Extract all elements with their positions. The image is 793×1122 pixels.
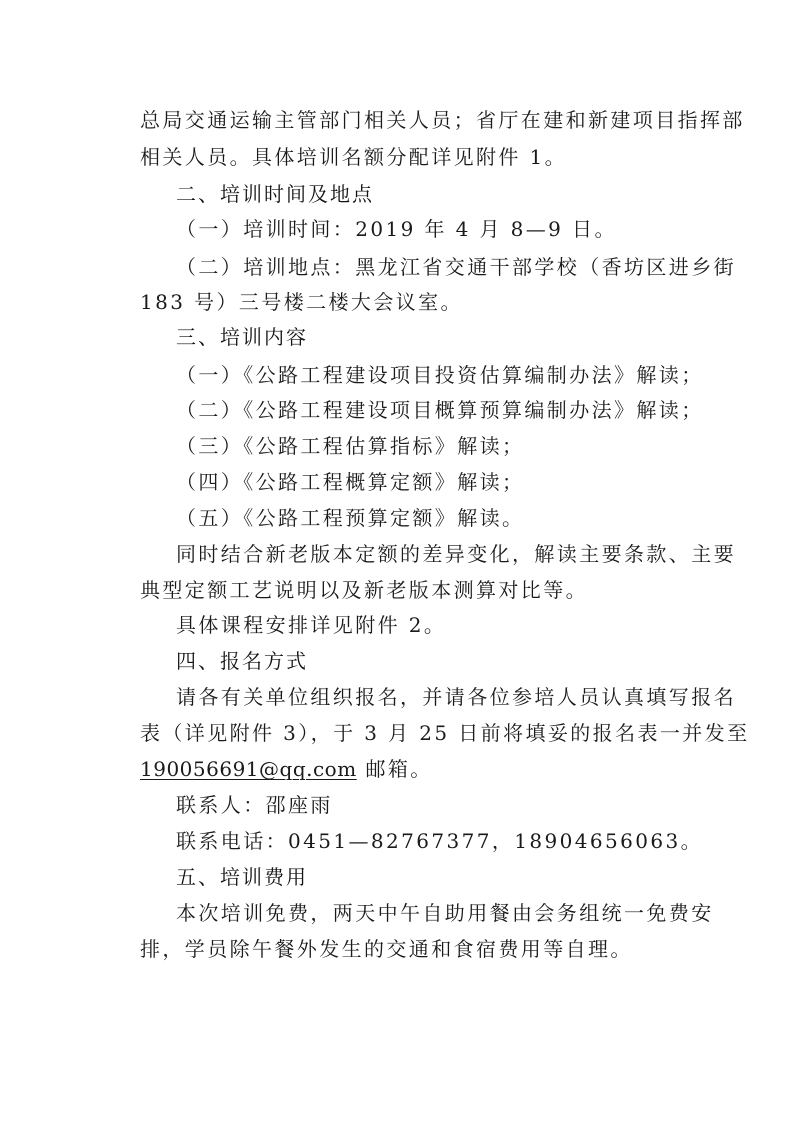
registration-line-2: 表（详见附件 3），于 3 月 25 日前将填妥的报名表一并发至 — [140, 721, 750, 745]
fees-line-1: 本次培训免费，两天中午自助用餐由会务组统一免费安 — [176, 901, 714, 925]
training-place-line-1: （二）培训地点：黑龙江省交通干部学校（香坊区进乡街 — [176, 255, 736, 279]
paragraph-staff-line-1: 总局交通运输主管部门相关人员；省厅在建和新建项目指挥部 — [140, 108, 745, 132]
training-place-line-2: 183 号）三号楼二楼大会议室。 — [140, 290, 463, 314]
content-item-2: （二）《公路工程建设项目概算预算编制办法》解读； — [176, 398, 704, 422]
content-item-4: （四）《公路工程概算定额》解读； — [176, 470, 525, 494]
content-combine-line-2: 典型定额工艺说明以及新老版本测算对比等。 — [140, 578, 588, 602]
section-heading-time-place: 二、培训时间及地点 — [176, 182, 374, 206]
registration-line-1: 请各有关单位组织报名，并请各位参培人员认真填写报名 — [176, 685, 736, 709]
contact-person: 联系人：邵座雨 — [176, 793, 333, 817]
section-heading-registration: 四、报名方式 — [176, 649, 308, 673]
content-combine-line-1: 同时结合新老版本定额的差异变化，解读主要条款、主要 — [176, 542, 736, 566]
content-item-3: （三）《公路工程估算指标》解读； — [176, 434, 525, 458]
content-item-5: （五）《公路工程预算定额》解读。 — [176, 506, 525, 530]
contact-phone: 联系电话：0451—82767377，18904656063。 — [176, 829, 704, 853]
section-heading-fees: 五、培训费用 — [176, 865, 308, 889]
fees-line-2: 排，学员除午餐外发生的交通和食宿费用等自理。 — [140, 937, 633, 961]
content-item-1: （一）《公路工程建设项目投资估算编制办法》解读； — [176, 363, 704, 387]
schedule-note: 具体课程安排详见附件 2。 — [176, 613, 447, 637]
paragraph-staff-line-2: 相关人员。具体培训名额分配详见附件 1。 — [140, 145, 568, 169]
registration-email-link[interactable]: 190056691@qq.com — [140, 757, 357, 781]
registration-line-3 — [140, 755, 433, 783]
training-time: （一）培训时间：2019 年 4 月 8—9 日。 — [176, 217, 617, 241]
registration-email-suffix: 邮箱。 — [365, 757, 433, 781]
section-heading-content: 三、培训内容 — [176, 325, 308, 349]
